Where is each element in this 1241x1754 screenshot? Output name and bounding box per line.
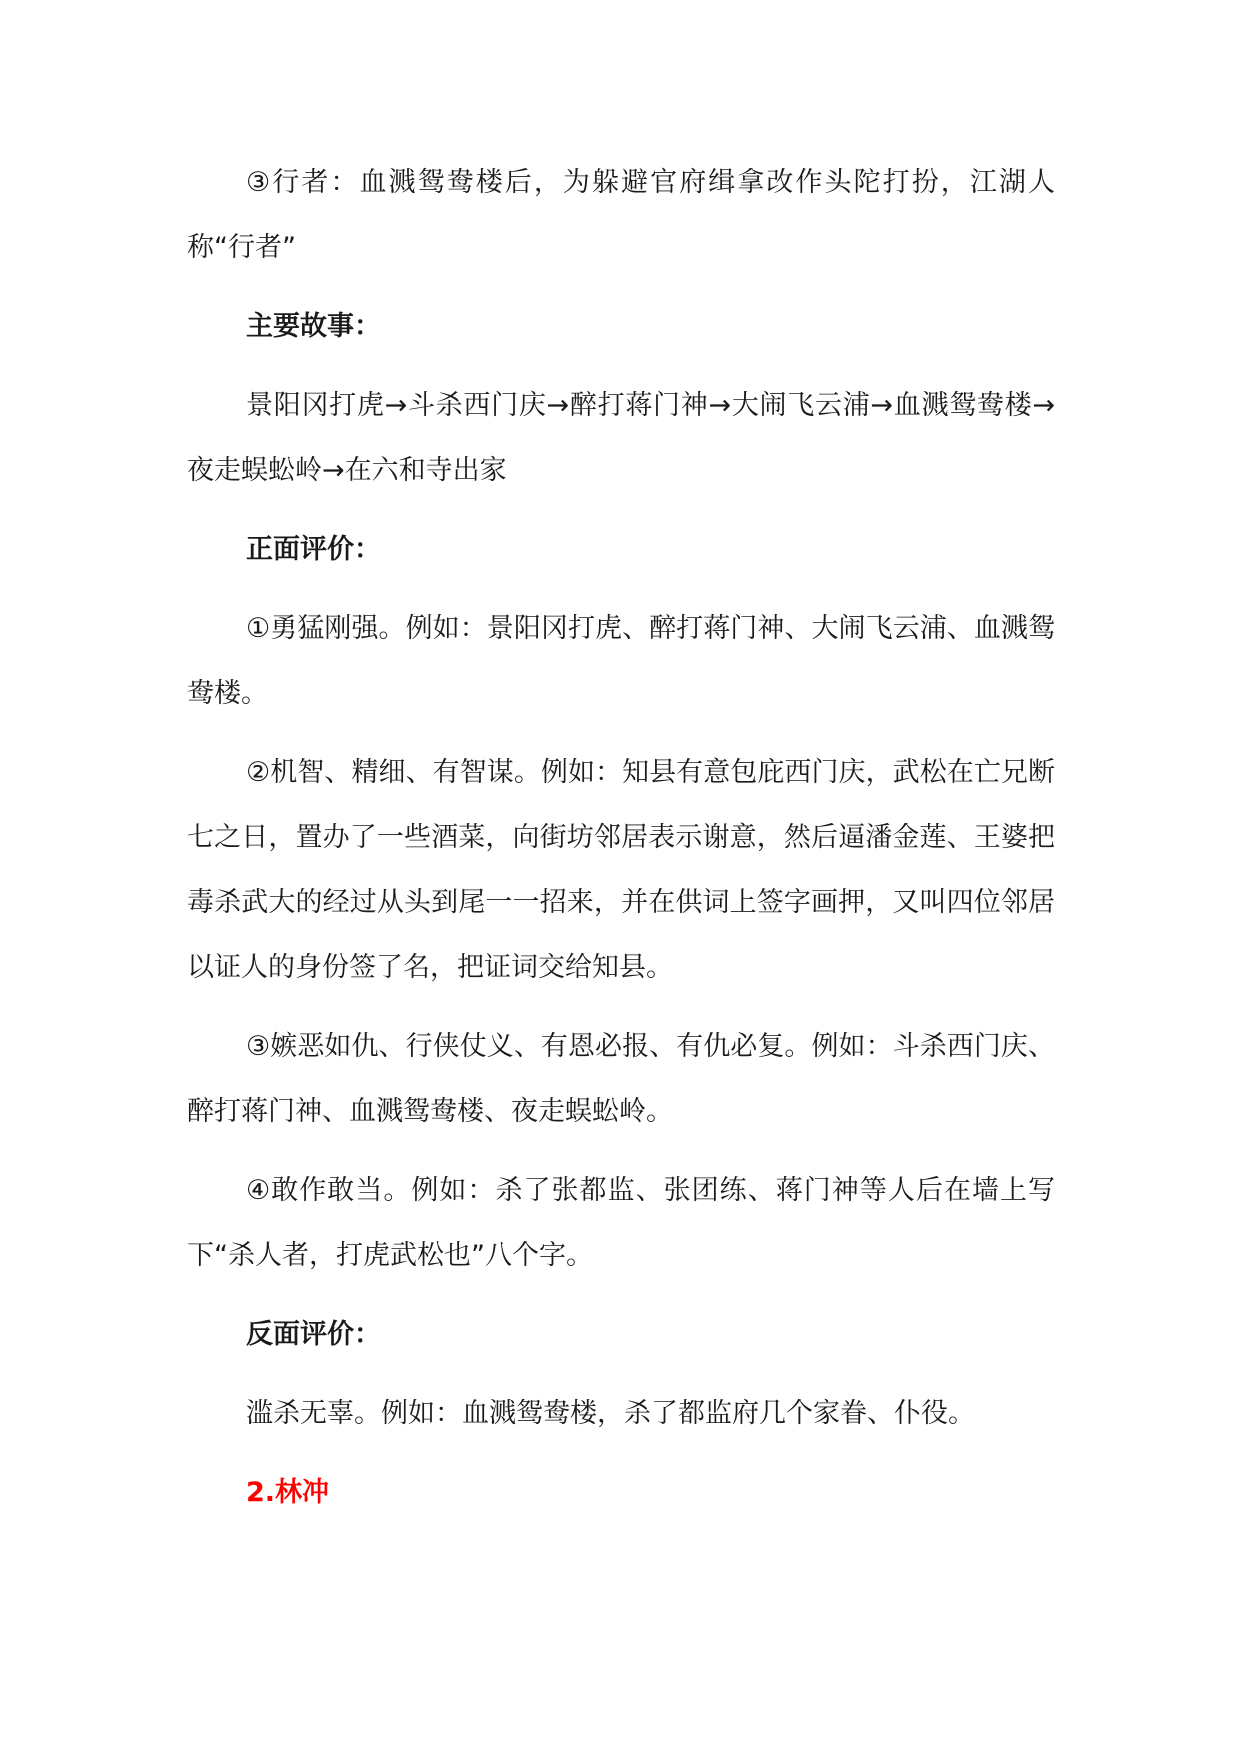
heading-negative-evaluation: 反面评价： (246, 1319, 381, 1350)
heading-positive-evaluation: 正面评价： (246, 534, 381, 565)
paragraph-main-stories: 景阳冈打虎→斗杀西门庆→醉打蒋门神→大闹飞云浦→血溅鸳鸯楼→夜走蜈蚣岭→在六和寺出家 (187, 390, 1055, 486)
section-heading-lin-chong: 2.林冲 (246, 1477, 330, 1508)
document-page (187, 150, 1055, 1539)
paragraph-negative-1: 滥杀无辜。例如：血溅鸳鸯楼，杀了都监府几个家眷、仆役。 (246, 1398, 975, 1429)
paragraph-positive-3: ③嫉恶如仇、行侠仗义、有恩必报、有仇必复。例如：斗杀西门庆、醉打蒋门神、血溅鸳鸯楼、夜走蜈蚣岭。 (187, 1031, 1055, 1127)
heading-main-stories: 主要故事： (246, 311, 381, 342)
paragraph-xingzhe-title: ③行者：血溅鸳鸯楼后，为躲避官府缉拿改作头陀打扮，江湖人称“行者” (187, 167, 1055, 263)
paragraph-positive-1: ①勇猛刚强。例如：景阳冈打虎、醉打蒋门神、大闹飞云浦、血溅鸳鸯楼。 (187, 613, 1055, 709)
paragraph-positive-4: ④敢作敢当。例如：杀了张都监、张团练、蒋门神等人后在墙上写下“杀人者，打虎武松也”八个字。 (187, 1175, 1055, 1271)
paragraph-positive-2: ②机智、精细、有智谋。例如：知县有意包庇西门庆，武松在亡兄断七之日，置办了一些酒菜，向街坊邻居表示谢意，然后逼潘金莲、王婆把毒杀武大的经过从头到尾一一招来，并在供词上签字画押，又叫四位邻居以证人的身份签了名，把证词交给知县。 (187, 757, 1055, 983)
